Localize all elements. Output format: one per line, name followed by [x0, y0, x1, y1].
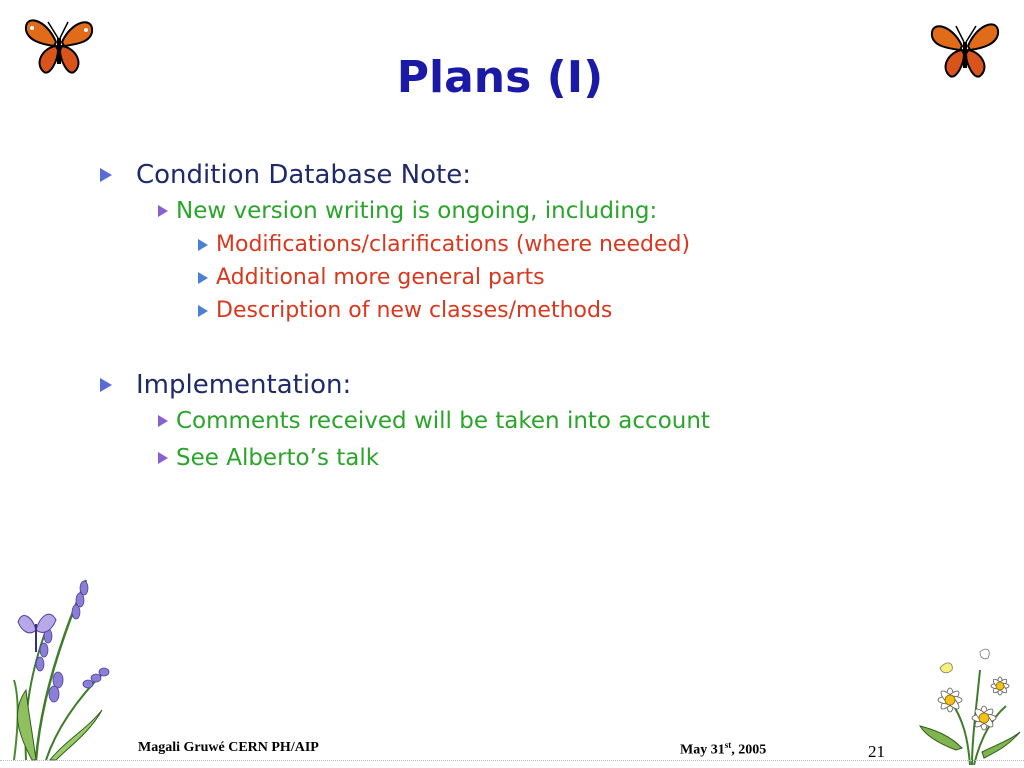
bullet-level2 [158, 445, 379, 471]
bullet-level1 [100, 370, 351, 400]
bullet-level2 [158, 408, 710, 434]
lavender-flowers-icon [6, 560, 116, 765]
bullet-arrow-icon [198, 272, 208, 284]
bullet-level3 [198, 265, 545, 290]
bullet-level2 [158, 198, 657, 224]
bullet-arrow-icon [100, 168, 112, 182]
page-number: 21 [868, 742, 885, 761]
bullet-text: Additional more general parts [216, 265, 545, 290]
bullet-text: See Alberto’s talk [176, 445, 380, 471]
bullet-text: Description of new classes/methods [216, 298, 613, 323]
bullet-arrow-icon [158, 452, 168, 464]
slide-title: Plans (I) [396, 52, 604, 103]
daisy-flowers-icon [910, 640, 1024, 765]
bullet-text: Modifications/clarifications (where needed) [216, 232, 691, 257]
bullet-text: Implementation: [136, 370, 352, 400]
footer-date [680, 740, 766, 759]
bullet-level1 [100, 160, 471, 190]
bullet-arrow-icon [158, 205, 168, 217]
bullet-level3 [198, 232, 690, 257]
bullet-arrow-icon [100, 378, 112, 392]
bullet-level3 [198, 298, 612, 323]
bullet-text: New version writing is ongoing, including: [176, 198, 658, 224]
footer-divider [0, 760, 1024, 761]
bullet-arrow-icon [158, 415, 168, 427]
footer-date-main: May 31 [680, 742, 725, 758]
footer-date-sup: st [724, 740, 732, 750]
bullet-arrow-icon [198, 305, 208, 317]
bullet-arrow-icon [198, 239, 208, 251]
footer-date-year: , 2005 [731, 742, 767, 758]
bullet-text: Comments received will be taken into account [176, 408, 710, 434]
footer-author: Magali Gruwé CERN PH/AIP [138, 740, 319, 755]
bullet-text: Condition Database Note: [136, 160, 471, 190]
